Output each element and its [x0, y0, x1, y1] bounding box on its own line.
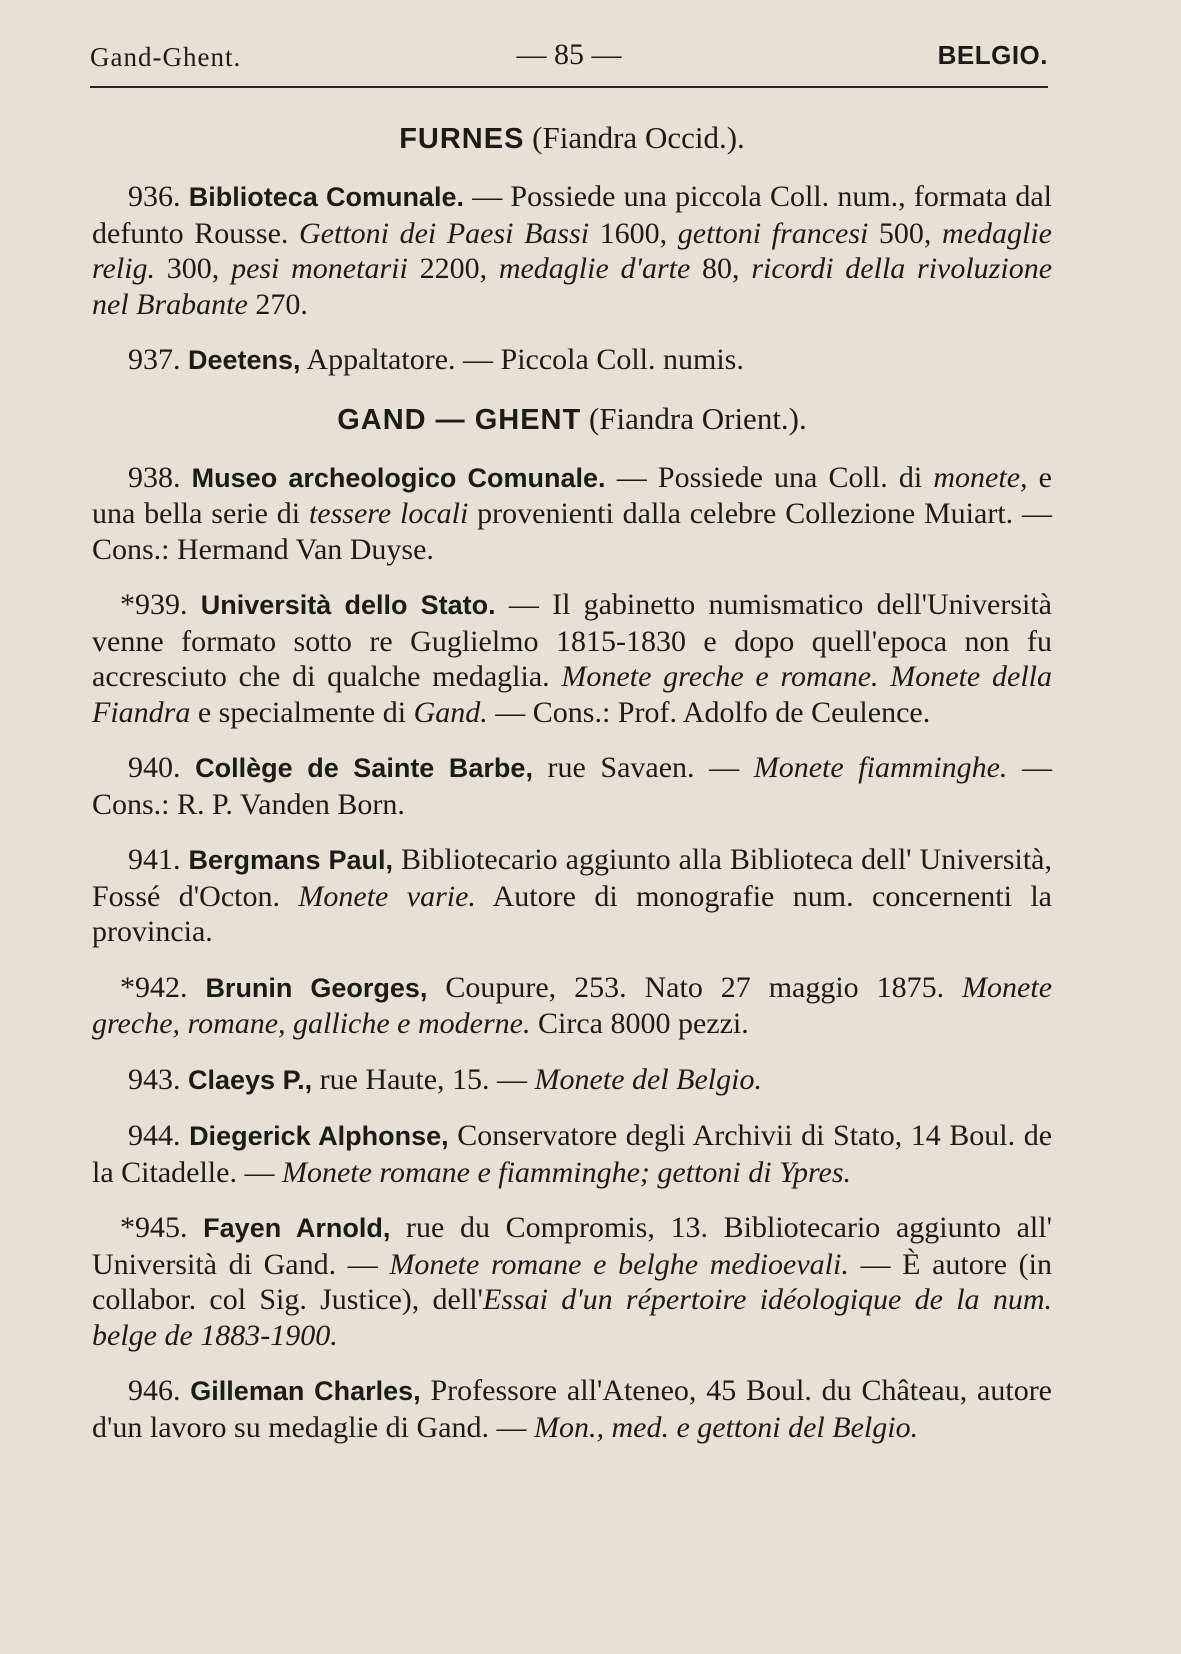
entry-star: *: [120, 588, 135, 621]
entry-italic: pesi monetarii: [231, 252, 408, 285]
entry-text: — Cons.: R. P. Vanden Born.: [92, 751, 1053, 821]
entry-italic: Monete romane e belghe medioevali.: [389, 1247, 849, 1281]
entry-text: 500,: [868, 216, 943, 250]
entry-number: 944.: [128, 1119, 181, 1152]
entry-939: [92, 587, 1052, 730]
entry-italic: ricordi della rivoluzione nel Brabante: [92, 252, 1053, 321]
entry-name: Bergmans Paul,: [188, 845, 394, 875]
entry-text: Conservatore degli Archivii di Stato, 14 Boul. de la Citadelle. —: [92, 1119, 1053, 1189]
page-body: [92, 118, 1052, 1465]
entry-938: [92, 460, 1052, 568]
entry-name: Claeys P.,: [188, 1064, 313, 1095]
entry-number: 936.: [128, 180, 181, 213]
entry-text: rue Haute, 15. —: [312, 1062, 535, 1096]
entry-name: Museo archeologico Comunale.: [191, 462, 606, 493]
entry-text: — Cons.: Prof. Adolfo de Ceulence.: [487, 695, 931, 729]
entry-text: Bibliotecario aggiunto alla Biblioteca dell' Università, Fossé d'Octon.: [92, 843, 1053, 913]
section-heading-furnes: [92, 118, 1052, 159]
entry-name: Deetens,: [188, 345, 301, 375]
entry-text: 1600,: [589, 216, 678, 250]
entry-text: Circa 8000 pezzi.: [530, 1007, 749, 1040]
entry-name: Gilleman Charles,: [190, 1376, 421, 1406]
entry-italic: Monete varie.: [298, 879, 476, 913]
section-region: (Fiandra Orient.).: [588, 400, 807, 436]
entry-940: [92, 750, 1052, 822]
entry-italic: Gand.: [413, 695, 488, 729]
entry-italic: monete,: [933, 460, 1028, 494]
entry-number: 940.: [128, 751, 181, 784]
entry-italic: Essai d'un répertoire idéologique de la num. belge de 1883-1900.: [92, 1283, 1052, 1352]
entry-text: 2200,: [407, 252, 499, 285]
entry-text: provenienti dalla celebre Collezione Muiart. — Cons.: Hermand Van Duyse.: [92, 497, 1052, 566]
section-heading-gand: [92, 399, 1052, 440]
entry-number: 938.: [128, 460, 181, 494]
entry-text: rue Savaen. —: [532, 751, 754, 784]
running-head: [90, 38, 1048, 78]
entry-number: 942.: [135, 970, 188, 1004]
entry-text: 300,: [155, 252, 232, 285]
entry-italic: Monete del Belgio.: [534, 1062, 762, 1096]
page-number: — 85 —: [516, 38, 622, 71]
entry-937: [92, 342, 1052, 379]
entry-text: 80,: [690, 252, 752, 285]
entry-text: Autore di monografie num. concernenti la provincia.: [92, 879, 1052, 948]
entry-text: — Possiede una piccola Coll. num., formata dal defunto Rousse.: [92, 180, 1052, 250]
entry-941: [92, 842, 1052, 950]
entry-name: Brunin Georges,: [205, 972, 428, 1003]
entry-text: — Possiede una Coll. di: [605, 460, 934, 494]
entry-name: Diegerick Alphonse,: [189, 1121, 449, 1151]
entry-number: 945.: [135, 1211, 188, 1244]
entry-942: [92, 970, 1052, 1042]
entry-name: Biblioteca Comunale.: [188, 182, 464, 212]
entry-italic: tessere locali: [308, 497, 469, 530]
entry-text: Professore all'Ateneo, 45 Boul. du Château, autore d'un lavoro su medaglie di Gand. —: [92, 1374, 1053, 1444]
entry-italic: Monete fiamminghe.: [753, 751, 1008, 784]
entry-name: Collège de Sainte Barbe,: [195, 753, 533, 783]
running-head-left: Gand-Ghent.: [90, 42, 242, 72]
entry-number: 943.: [128, 1062, 181, 1096]
entry-936: [92, 179, 1052, 322]
entry-943: [92, 1062, 1052, 1099]
header-rule: [90, 86, 1048, 88]
entry-number: 946.: [128, 1374, 181, 1407]
entry-944: [92, 1118, 1052, 1190]
entry-star: *: [120, 1211, 135, 1244]
entry-name: Fayen Arnold,: [203, 1213, 391, 1243]
entry-number: 937.: [128, 343, 181, 376]
entry-number: 941.: [128, 843, 181, 876]
running-head-right: BELGIO.: [937, 40, 1048, 70]
entry-italic: medaglie relig.: [92, 216, 1052, 285]
entry-italic: gettoni francesi: [677, 216, 869, 250]
entry-text: 270.: [247, 287, 308, 321]
entry-text: — Il gabinetto numismatico dell'Università venne formato sotto re Guglielmo 1815-1830 e dopo quell'epoca non fu accresciuto che di qualche medaglia.: [92, 588, 1052, 693]
entry-945: [92, 1210, 1052, 1353]
section-city: FURNES: [399, 123, 525, 155]
entry-italic: Monete greche, romane, galliche e moderne.: [92, 970, 1053, 1040]
entry-italic: medaglie d'arte: [498, 252, 691, 285]
entry-star: *: [120, 970, 135, 1004]
entry-946: [92, 1373, 1052, 1445]
entry-name: Università dello Stato.: [200, 590, 496, 620]
entry-text: Appaltatore. — Piccola Coll. numis.: [300, 343, 744, 376]
entry-italic: Monete romane e fiamminghe; gettoni di Ypres.: [281, 1155, 852, 1189]
entry-italic: Mon., med. e gettoni del Belgio.: [534, 1410, 919, 1444]
entry-text: e una bella serie di: [92, 460, 1052, 530]
entry-text: — È autore (in collabor. col Sig. Justice), dell': [92, 1247, 1053, 1316]
entry-text: rue du Compromis, 13. Bibliotecario aggiunto all' Università di Gand. —: [92, 1211, 1052, 1281]
entry-italic: Monete greche e romane. Monete della Fiandra: [92, 660, 1052, 729]
entry-text: Coupure, 253. Nato 27 maggio 1875.: [427, 970, 963, 1004]
entry-number: 939.: [135, 588, 188, 621]
entry-text: e specialmente di: [190, 695, 414, 729]
entry-italic: Gettoni dei Paesi Bassi: [299, 216, 590, 250]
section-city: GAND — GHENT: [337, 403, 582, 436]
section-region: (Fiandra Occid.).: [532, 120, 745, 155]
